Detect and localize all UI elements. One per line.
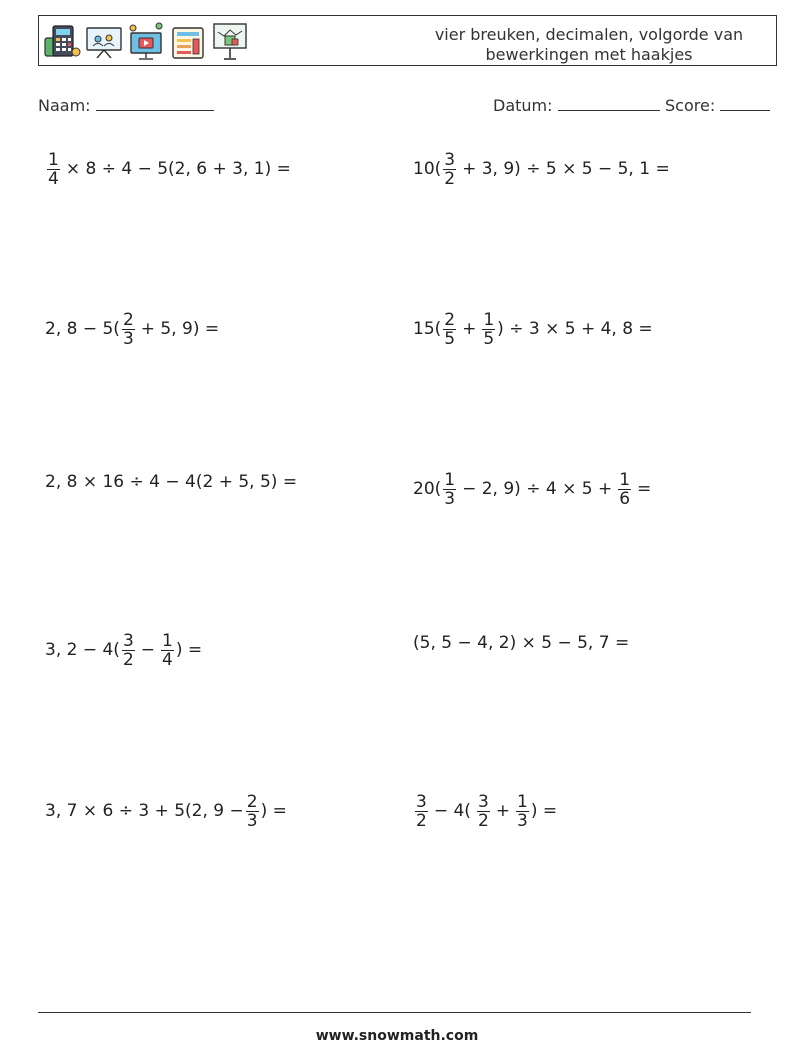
problem-6 xyxy=(413,466,655,512)
name-field[interactable] xyxy=(38,94,214,115)
problem-5 xyxy=(45,459,297,505)
name-label: Naam: xyxy=(38,96,91,115)
expression-text: 3, 7 × 6 ÷ 3 + 5(2, 9 − xyxy=(45,801,244,821)
expression-text: × 8 ÷ 4 − 5(2, 6 + 3, 1) = xyxy=(65,159,291,179)
problem-10 xyxy=(413,788,557,834)
expression-text: − 4( xyxy=(433,801,471,821)
problem-2 xyxy=(413,146,674,192)
fraction: $\frac{1}{3}$ xyxy=(444,469,456,509)
expression-text: 2, 8 × 16 ÷ 4 − 4(2 + 5, 5) = xyxy=(45,472,298,492)
expression-text: 3, 2 − 4( xyxy=(45,640,120,660)
chart-easel-icon xyxy=(211,20,249,62)
worksheet-title xyxy=(419,25,759,65)
problem-8 xyxy=(413,620,629,666)
expression-text: ) = xyxy=(530,801,558,821)
problem-9 xyxy=(45,788,287,834)
expression-text: + xyxy=(462,319,477,339)
expression-text: ) ÷ 3 × 5 + 4, 8 = xyxy=(497,319,653,339)
fraction: $\frac{2}{3}$ xyxy=(246,791,258,831)
problem-4 xyxy=(413,306,653,352)
expression-text: 15( xyxy=(413,319,442,339)
expression-text: − 2, 9) ÷ 4 × 5 + xyxy=(462,479,613,499)
problem-3 xyxy=(45,306,223,352)
fraction: $\frac{1}{4}$ xyxy=(48,149,59,189)
presentation-board-icon xyxy=(85,20,123,62)
expression-text: 20( xyxy=(413,479,442,499)
date-label: Datum: xyxy=(493,96,553,115)
calculator-icon xyxy=(43,20,81,62)
problem-7 xyxy=(45,627,202,673)
name-blank[interactable] xyxy=(96,94,214,111)
fraction: $\frac{3}{2}$ xyxy=(477,791,489,831)
fraction: $\frac{3}{2}$ xyxy=(122,630,134,670)
expression-text: 10( xyxy=(413,159,442,179)
fraction: $\frac{3}{2}$ xyxy=(444,149,456,189)
fraction: $\frac{1}{3}$ xyxy=(517,791,528,831)
expression-text: ) = xyxy=(260,801,287,821)
fraction: $\frac{1}{5}$ xyxy=(483,309,495,349)
fraction: $\frac{1}{6}$ xyxy=(619,469,631,509)
footer-url[interactable]: www.snowmath.com xyxy=(315,1028,479,1044)
expression-text: + xyxy=(495,801,511,821)
document-icon xyxy=(169,20,207,62)
header-icons xyxy=(43,20,249,62)
worksheet-header xyxy=(38,15,777,66)
date-field[interactable] xyxy=(493,94,660,115)
fraction: $\frac{3}{2}$ xyxy=(416,791,427,831)
title-line-1: vier breuken, decimalen, volgorde van xyxy=(434,25,744,44)
fraction: $\frac{2}{5}$ xyxy=(444,309,456,349)
expression-text: (5, 5 − 4, 2) × 5 − 5, 7 = xyxy=(413,633,630,653)
score-field[interactable] xyxy=(665,94,770,115)
score-blank[interactable] xyxy=(720,94,770,111)
expression-text: = xyxy=(637,479,652,499)
expression-text: + 5, 9) = xyxy=(140,319,220,339)
video-monitor-icon xyxy=(127,20,165,62)
date-blank[interactable] xyxy=(558,94,660,111)
problem-1 xyxy=(45,146,295,192)
fraction: $\frac{2}{3}$ xyxy=(122,309,134,349)
footer-divider xyxy=(38,1012,751,1013)
expression-text: 2, 8 − 5( xyxy=(45,319,120,339)
fraction: $\frac{1}{4}$ xyxy=(162,630,173,670)
expression-text: ) = xyxy=(175,640,203,660)
expression-text: + 3, 9) ÷ 5 × 5 − 5, 1 = xyxy=(462,159,670,179)
score-label: Score: xyxy=(665,96,716,115)
title-line-2: bewerkingen met haakjes xyxy=(485,45,693,64)
expression-text: − xyxy=(140,640,156,660)
